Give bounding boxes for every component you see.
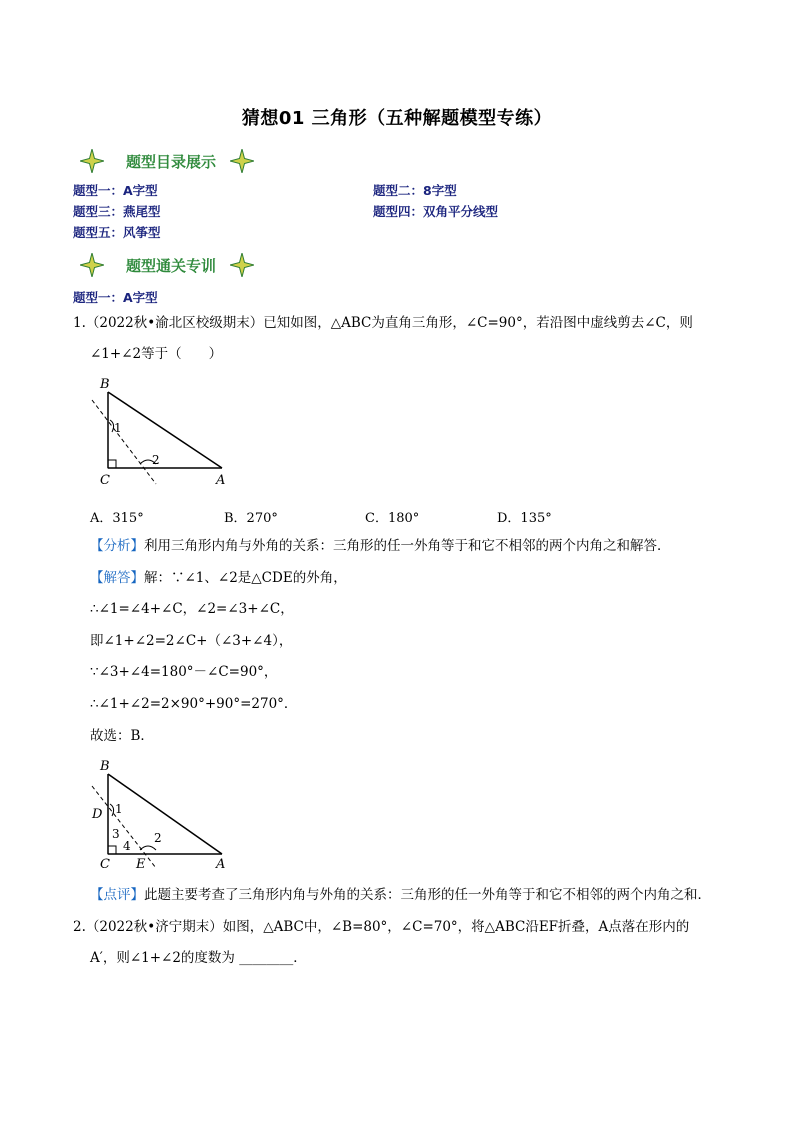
toc-item-1[interactable]: 题型一：A字型	[73, 183, 158, 198]
solution	[90, 569, 347, 587]
label-A: A	[216, 857, 226, 871]
toc-item-4[interactable]: 题型四：双角平分线型	[373, 204, 499, 219]
solution-tag: 【解答】	[90, 570, 144, 586]
sparkle-icon	[230, 253, 254, 277]
label-C: C	[100, 473, 110, 488]
question-1-stem: 1.（2022秋•渝北区校级期末）已知如图，△ABC为直角三角形，∠C=90°，若沿图中虚线剪去∠C，则	[73, 315, 693, 331]
banner-label: 题型目录展示	[126, 152, 217, 171]
review-tag: 【点评】	[90, 887, 144, 903]
option-a[interactable]: A．315°	[90, 511, 144, 526]
solution-step-4: ∴∠1+∠2=2×90°+90°=270°．	[90, 696, 298, 712]
label-D: D	[92, 807, 103, 822]
question-2-stem: 2.（2022秋•济宁期末）如图，△ABC中，∠B=80°，∠C=70°，将△ABC沿EF折叠，A点落在形内的	[73, 919, 690, 935]
right-angle-mark	[108, 846, 116, 854]
solution-step-2: 即∠1+∠2=2∠C+（∠3+∠4），	[90, 633, 293, 649]
solution-step-3: ∵∠3+∠4=180°－∠C=90°，	[90, 664, 278, 680]
review	[90, 886, 711, 904]
page-title: 猜想01 三角形（五种解题模型专练）	[241, 108, 553, 129]
question-1-stem-cont: ∠1+∠2等于（ ）	[90, 346, 223, 362]
label-angle-1: 1	[115, 802, 123, 816]
right-angle-mark	[108, 460, 116, 468]
angle-2-arc	[140, 846, 156, 850]
option-b[interactable]: B．270°	[224, 511, 278, 526]
label-E: E	[136, 857, 146, 871]
toc-item-3[interactable]: 题型三：燕尾型	[73, 204, 161, 219]
review-text: 此题主要考查了三角形内角与外角的关系：三角形的任一外角等于和它不相邻的两个内角之和．	[144, 887, 711, 903]
figure-2-triangle	[80, 756, 240, 871]
banner-label: 题型通关专训	[126, 256, 217, 275]
label-C: C	[100, 857, 110, 871]
label-angle-4: 4	[123, 839, 131, 853]
section-banner-practice	[80, 252, 254, 278]
section-banner-toc	[80, 148, 254, 174]
label-A: A	[216, 473, 226, 488]
sparkle-icon	[80, 149, 104, 173]
label-angle-2: 2	[154, 831, 162, 845]
question-2-stem-cont: A′，则∠1+∠2的度数为 ________．	[90, 950, 307, 966]
analysis	[90, 537, 671, 555]
side-ba	[108, 392, 222, 468]
cut-line	[92, 400, 156, 484]
analysis-tag: 【分析】	[90, 538, 144, 554]
analysis-text: 利用三角形内角与外角的关系：三角形的任一外角等于和它不相邻的两个内角之和解答．	[144, 538, 671, 554]
label-angle-1: 1	[114, 421, 122, 435]
toc-item-5[interactable]: 题型五：风筝型	[73, 225, 161, 240]
label-B: B	[100, 759, 110, 774]
sparkle-icon	[230, 149, 254, 173]
option-c[interactable]: C．180°	[365, 511, 420, 526]
solution-intro: 解：∵∠1、∠2是△CDE的外角，	[144, 570, 347, 586]
option-d[interactable]: D．135°	[497, 511, 552, 526]
label-angle-2: 2	[152, 453, 160, 467]
toc-item-2[interactable]: 题型二：8字型	[373, 183, 457, 198]
figure-1-triangle	[80, 372, 240, 492]
sparkle-icon	[80, 253, 104, 277]
section-heading: 题型一：A字型	[73, 290, 158, 305]
solution-choice: 故选：B．	[90, 728, 154, 744]
label-B: B	[100, 377, 110, 392]
label-angle-3: 3	[112, 827, 120, 841]
solution-step-1: ∴∠1=∠4+∠C，∠2=∠3+∠C，	[90, 601, 294, 617]
cut-line	[92, 786, 156, 868]
